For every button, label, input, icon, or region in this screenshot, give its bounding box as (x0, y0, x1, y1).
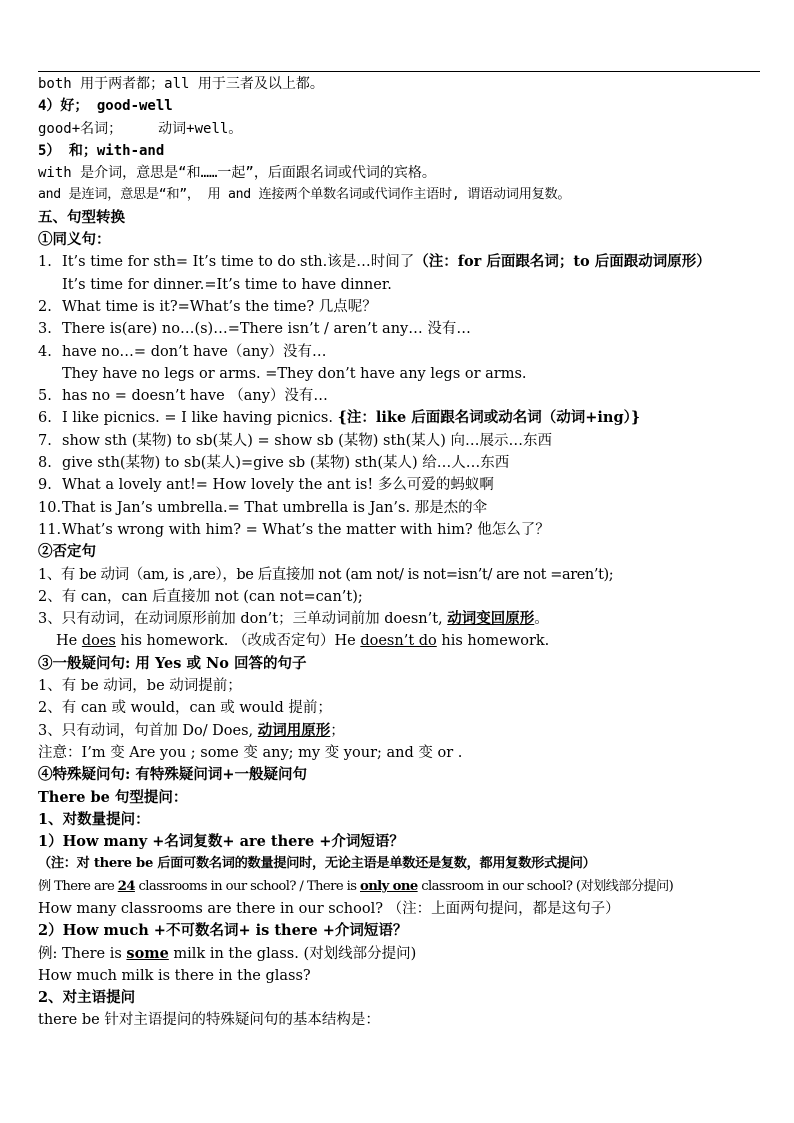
example-line: He does his homework. （改成否定句）He doesn’t do his homework. (56, 633, 550, 650)
list-item-example: It’s time for dinner.=It’s time to have dinner. (62, 276, 392, 293)
list-item: 5. has no = doesn’t have （any）没有… (38, 388, 328, 405)
list-item-example: They have no legs or arms. =They don’t have any legs or arms. (62, 365, 527, 382)
document-body (38, 73, 768, 1032)
text-line: How much milk is there in the glass? (38, 967, 311, 984)
list-item: 1. It’s time for sth= It’s time to do sth.该是…时间了（注：for 后面跟名词；to 后面跟动词原形） (38, 253, 711, 271)
subheading: 5） 和；with-and (38, 142, 165, 159)
list-item: 7. show sth (某物) to sb(某人) = show sb (某物) sth(某人) 向…展示…东西 (38, 432, 553, 449)
text-line: with 是介词，意思是“和……一起”，后面跟名词或代词的宾格。 (38, 165, 436, 182)
section-subheading: ④特殊疑问句: 有特殊疑问词+一般疑问句 (38, 766, 308, 784)
text-line: good+名词； 动词+well。 (38, 120, 243, 137)
list-item: 10.That is Jan’s umbrella.= That umbrella is Jan’s. 那是杰的伞 (38, 499, 488, 516)
text-line: there be 针对主语提问的特殊疑问句的基本结构是： (38, 1012, 380, 1029)
subheading: 2）How much +不可数名词+ is there +介词短语？ (38, 922, 408, 940)
subheading: 1）How many +名词复数+ are there +介词短语？ (38, 833, 404, 851)
text-line: 3、只有动词，在动词原形前加 don’t；三单动词前加 doesn’t, 动词变回原形。 (38, 610, 549, 628)
section-subheading: ②否定句 (38, 543, 96, 561)
text-line: both 用于两者都；all 用于三者及以上都。 (38, 76, 324, 92)
list-item: 9. What a lovely ant!= How lovely the ant is! 多么可爱的蚂蚁啊 (38, 477, 494, 494)
list-item: 3. There is(are) no…(s)…=There isn’t / aren’t any… 没有… (38, 321, 471, 338)
text-line: 1、有 be 动词（am, is ,are），be 后直接加 not (am not/ is not=isn’t/ are not =aren’t); (38, 566, 614, 583)
text-line: 2、有 can，can 后直接加 not (can not=can’t); (38, 588, 363, 605)
note-line: （注：对 there be 后面可数名词的数量提问时，无论主语是单数还是复数，都用复数形式提问） (38, 856, 596, 872)
list-item: 6. I like picnics. = I like having picnics. {注：like 后面跟名词或动名词（动词+ing）} (38, 409, 641, 427)
example-line: 例: There is some milk in the glass. (对划线部分提问) (38, 944, 417, 962)
list-item: 4. have no…= don’t have（any）没有… (38, 343, 327, 360)
header-rule (38, 71, 760, 72)
example-line: 例 There are 24 classrooms in our school? / There is only one classroom in our school? (对划线部分提问) (38, 878, 674, 894)
list-item: 11.What’s wrong with him? = What’s the matter with him? 他怎么了？ (38, 521, 550, 538)
subheading: 2、对主语提问 (38, 989, 136, 1007)
list-item: 8. give sth(某物) to sb(某人)=give sb (某物) sth(某人) 给…人…东西 (38, 455, 510, 472)
section-subheading: ③一般疑问句: 用 Yes 或 No 回答的句子 (38, 654, 307, 672)
section-subheading: ①同义句： (38, 231, 111, 249)
text-line: 1、有 be 动词，be 动词提前； (38, 678, 242, 695)
text-line: 3、只有动词，句首加 Do/ Does, 动词用原形； (38, 721, 345, 739)
subheading: 4）好； good-well (38, 98, 173, 115)
text-line: 2、有 can 或 would，can 或 would 提前； (38, 700, 332, 717)
subheading: There be 句型提问： (38, 788, 188, 806)
text-line: and 是连词，意思是“和”， 用 and 连接两个单数名词或代词作主语时, 谓语动词用复数。 (38, 187, 571, 203)
subheading: 1、对数量提问： (38, 810, 150, 828)
section-heading: 五、句型转换 (38, 208, 125, 226)
text-line: How many classrooms are there in our school? （注：上面两句提问，都是这句子） (38, 900, 620, 917)
list-item: 2. What time is it?=What’s the time? 几点呢？ (38, 298, 377, 315)
text-line: 注意：I’m 变 Are you ; some 变 any; my 变 your; and 变 or . (38, 744, 463, 761)
